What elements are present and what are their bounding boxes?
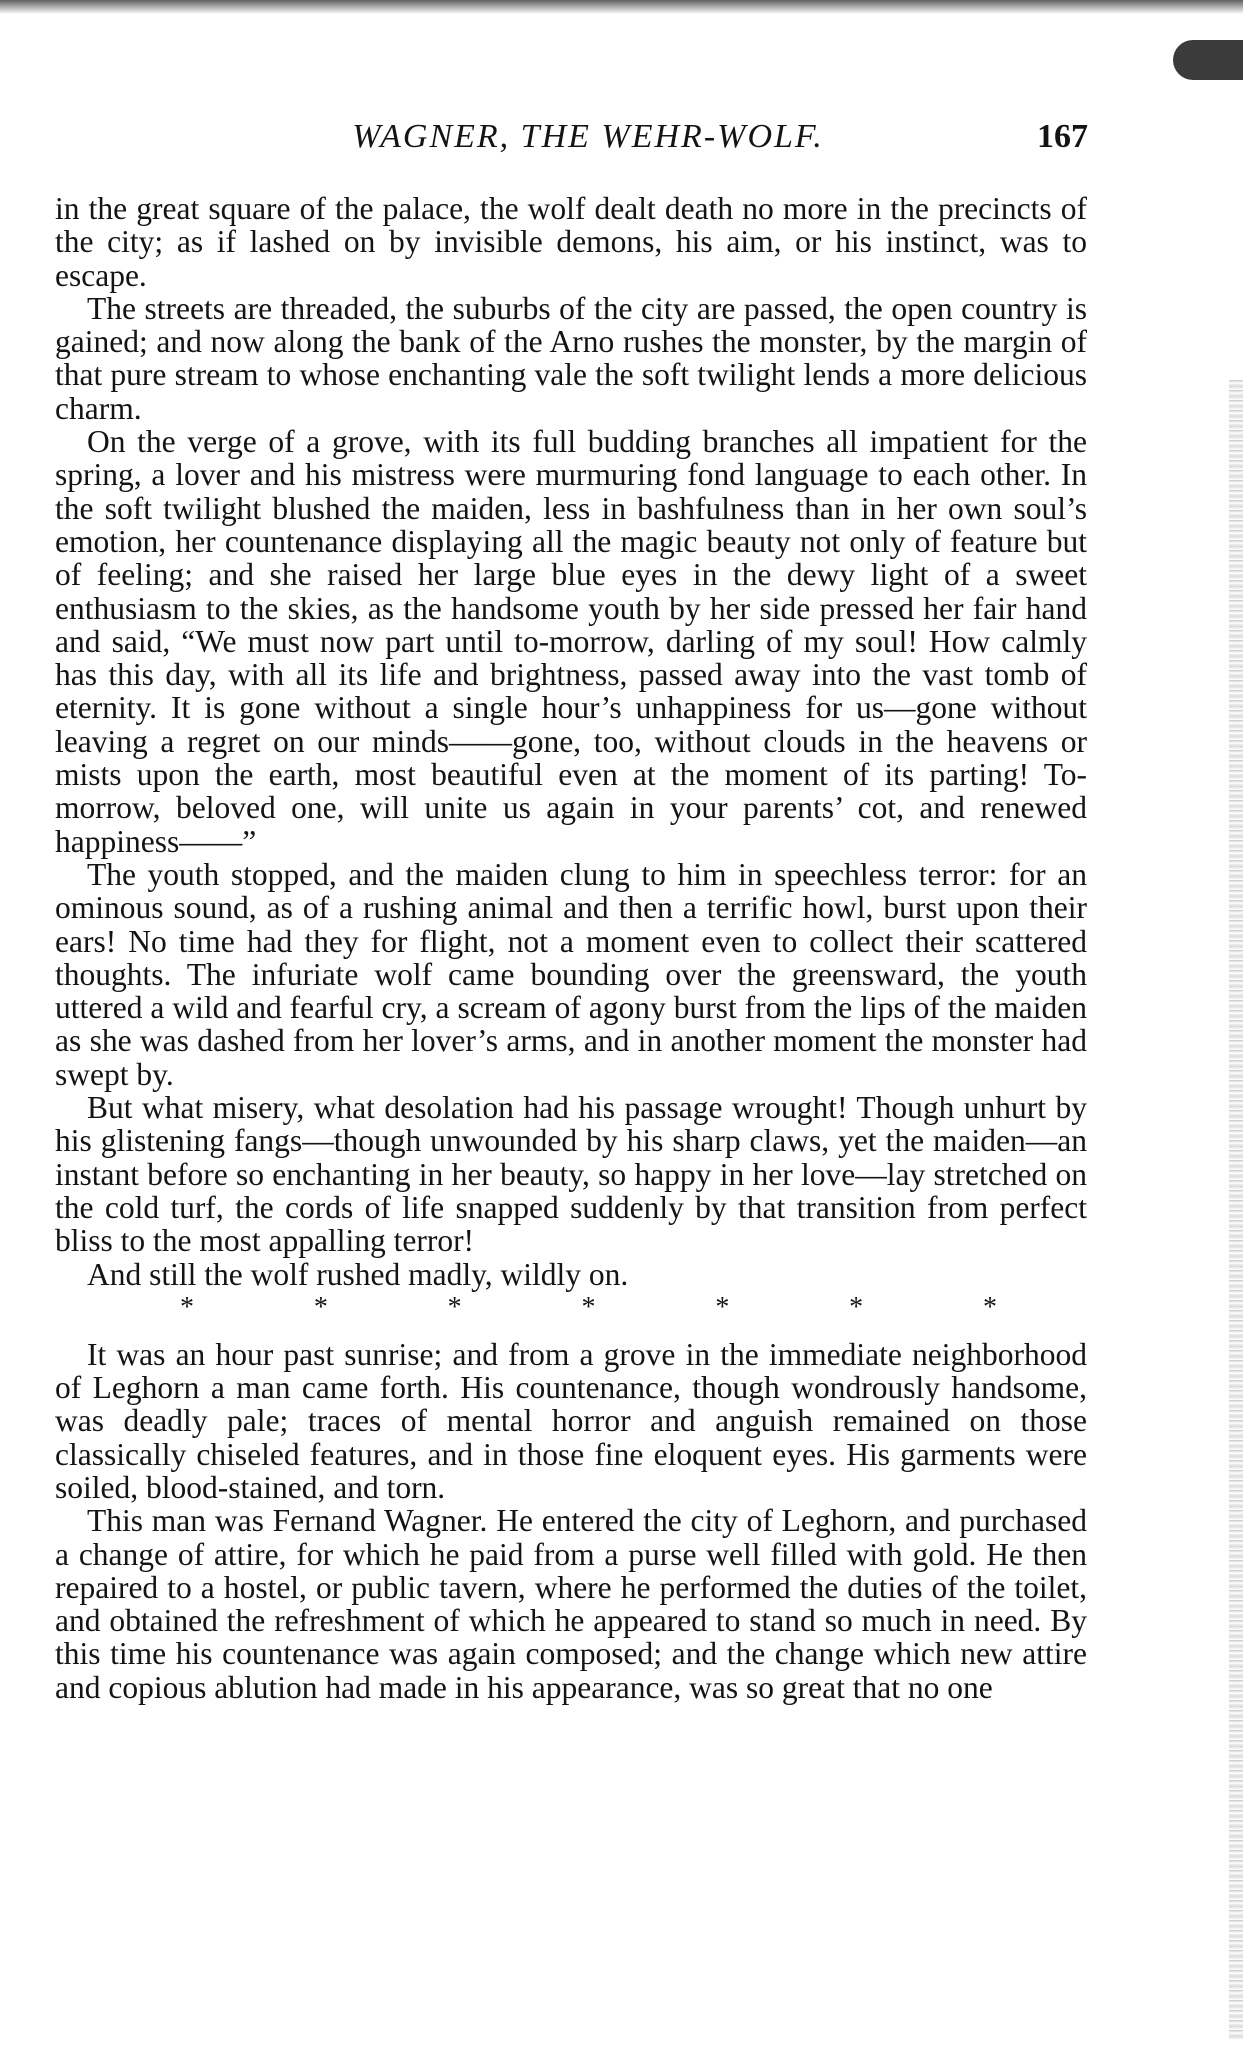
paragraph: It was an hour past sunrise; and from a grove in the immediate neighborhood of Leghorn a man came forth. His countenance, though wondrously handsome, was deadly pale; traces of mental horror and anguish remained on those classically chiseled features, and in those fine eloquent eyes. His garments were soiled, blood-stained, and torn. [55, 1336, 1087, 1505]
section-break-asterisk: * [180, 1291, 194, 1323]
paragraph: The streets are threaded, the suburbs of the city are passed, the open country is gained; and now along the bank of the Arno rushes the monster, by the margin of that pure stream to whose enchanting vale the soft twilight lends a more delicious charm. [55, 290, 1087, 426]
page-number: 167 [1037, 118, 1088, 155]
paragraph: in the great square of the palace, the wolf dealt death no more in the precincts of the city; as if lashed on by invisible demons, his aim, or his instinct, was to escape. [55, 191, 1087, 293]
ink-blot [1173, 40, 1243, 80]
section-break-asterisk: * [982, 1291, 997, 1323]
section-break-asterisk: * [447, 1291, 462, 1323]
section-break-asterisk: * [313, 1291, 328, 1323]
paragraph: And still the wolf rushed madly, wildly on. [87, 1256, 629, 1292]
paragraph: The youth stopped, and the maiden clung to him in speechless terror: for an ominous sound, as of a rushing animal and then a terrific howl, burst upon their ears! No time had they for flight, not a moment even to collect their scattered thoughts. The infuriate wolf came bounding over the greensward, the youth uttered a wild and fearful cry, a scream of agony burst from the lips of the maiden as she was dashed from her lover’s arms, and in another moment the monster had swept by. [55, 856, 1087, 1092]
section-break-asterisk: * [715, 1291, 730, 1323]
page-header [88, 118, 1088, 170]
page-body [55, 192, 1087, 1704]
paragraph: But what misery, what desolation had his passage wrought! Though unhurt by his glistening fangs—though unwounded by his sharp claws, yet the maiden—an instant before so enchanting in her beauty, so happy in her love—lay stretched on the cold turf, the cords of life snapped suddenly by that transition from perfect bliss to the most appalling terror! [55, 1090, 1087, 1259]
section-break-asterisk: * [849, 1291, 864, 1323]
running-title: WAGNER, THE WEHR-WOLF. [352, 118, 824, 155]
section-break [55, 1291, 1087, 1324]
page-right-edge [1229, 380, 1243, 2040]
section-break-asterisk: * [581, 1291, 596, 1323]
paragraph: On the verge of a grove, with its full budding branches all impatient for the spring, a lover and his mistress were murmuring fond language to each other. In the soft twilight blushed the maiden, less in bashfulness than in her own soul’s emotion, her countenance displaying all the magic beauty not only of feature but of feeling; and she raised her large blue eyes in the dewy light of a sweet enthusiasm to the skies, as the handsome youth by her side pressed her fair hand and said, “We must now part until to-morrow, darling of my soul! How calmly has this day, with all its life and brightness, passed away into the vast tomb of eternity. It is gone without a single hour’s unhappiness for us—gone without leaving a regret on our minds——gone, too, without clouds in the heavens or mists upon the earth, most beautiful even at the moment of its parting! To-morrow, beloved one, will unite us again in your parents’ cot, and renewed happiness——” [55, 424, 1087, 859]
page-top-edge [0, 0, 1243, 14]
paragraph: This man was Fernand Wagner. He entered the city of Leghorn, and purchased a change of attire, for which he paid from a purse well filled with gold. He then repaired to a hostel, or public tavern, where he performed the duties of the toilet, and obtained the refreshment of which he appeared to stand so much in need. By this time his countenance was again composed; and the change which new attire and copious ablution had made in his appearance, was so great that no one [55, 1503, 1087, 1705]
